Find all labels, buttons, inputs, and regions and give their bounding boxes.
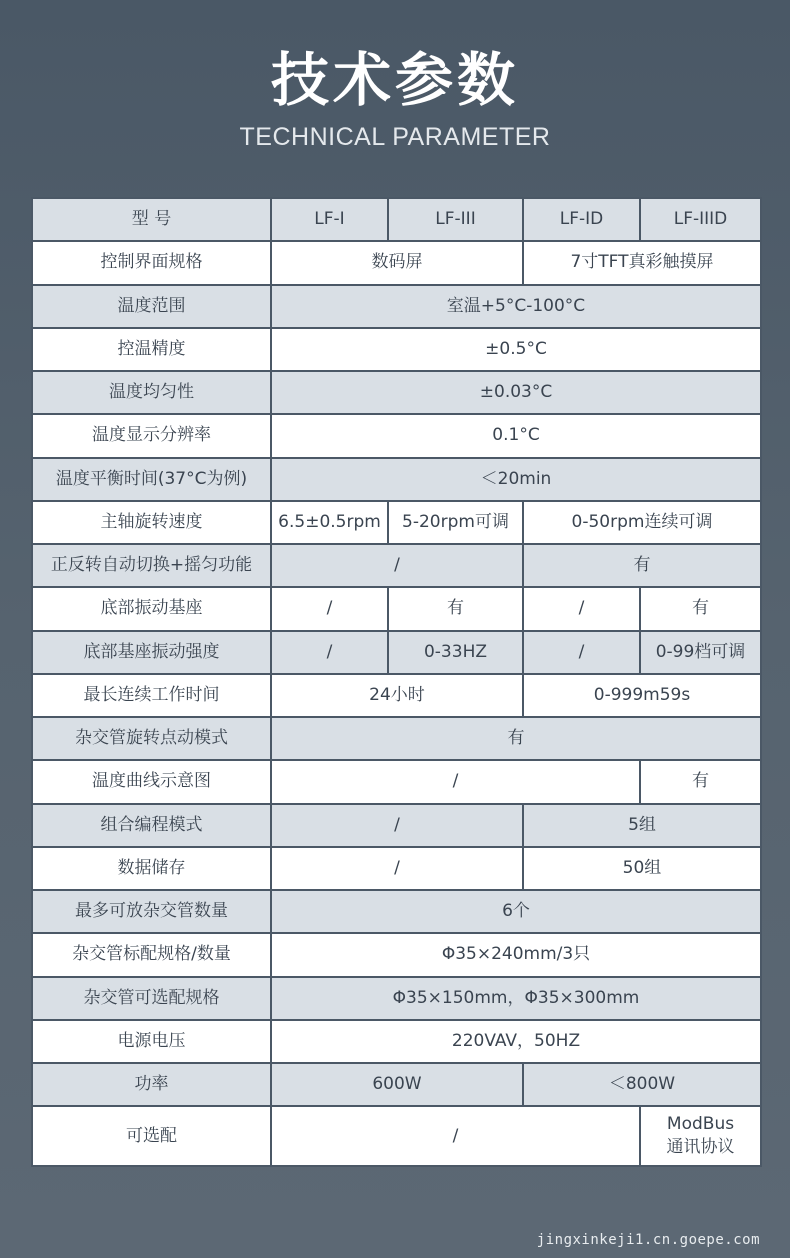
- table-cell: /: [523, 631, 640, 674]
- spec-table: [31, 197, 762, 1167]
- page-subtitle: TECHNICAL PARAMETER: [239, 123, 551, 151]
- table-cell: ±0.03°C: [271, 371, 761, 414]
- table-row: [32, 501, 761, 544]
- cell-line: 通讯协议: [666, 1137, 735, 1158]
- table-cell: LF-IIID: [640, 198, 761, 241]
- table-cell: 有: [271, 717, 761, 760]
- row-label: 组合编程模式: [32, 804, 271, 847]
- row-label: 杂交管旋转点动模式: [32, 717, 271, 760]
- table-cell: /: [271, 847, 523, 890]
- row-label: 主轴旋转速度: [32, 501, 271, 544]
- table-cell: /: [271, 544, 523, 587]
- cell-line: ModBus: [666, 1114, 735, 1135]
- row-label: 可选配: [32, 1106, 271, 1166]
- table-cell: 600W: [271, 1063, 523, 1106]
- table-cell: 0-99档可调: [640, 631, 761, 674]
- table-row: [32, 804, 761, 847]
- table-row: [32, 241, 761, 284]
- table-cell: [640, 1106, 761, 1166]
- spec-table-body: [32, 198, 761, 1166]
- row-label: 底部振动基座: [32, 587, 271, 630]
- table-row: [32, 890, 761, 933]
- table-row: [32, 760, 761, 803]
- row-label: 温度曲线示意图: [32, 760, 271, 803]
- table-cell: ＜800W: [523, 1063, 761, 1106]
- table-row: [32, 674, 761, 717]
- table-row: [32, 544, 761, 587]
- table-cell: /: [271, 1106, 640, 1166]
- watermark: jingxinkeji1.cn.goepe.com: [536, 1232, 760, 1248]
- table-row: [32, 977, 761, 1020]
- row-label: 控制界面规格: [32, 241, 271, 284]
- table-cell: 5组: [523, 804, 761, 847]
- table-cell: 0-50rpm连续可调: [523, 501, 761, 544]
- row-label: 电源电压: [32, 1020, 271, 1063]
- table-cell: /: [271, 760, 640, 803]
- row-label: 温度范围: [32, 285, 271, 328]
- table-cell: 50组: [523, 847, 761, 890]
- row-label: 数据储存: [32, 847, 271, 890]
- table-cell: 24小时: [271, 674, 523, 717]
- page-title: 技术参数: [270, 46, 519, 114]
- row-label: 最多可放杂交管数量: [32, 890, 271, 933]
- table-row: [32, 328, 761, 371]
- table-cell: Φ35×240mm/3只: [271, 933, 761, 976]
- row-label: 杂交管标配规格/数量: [32, 933, 271, 976]
- table-row: [32, 587, 761, 630]
- table-cell: 220VAV，50HZ: [271, 1020, 761, 1063]
- table-row: [32, 285, 761, 328]
- table-cell: /: [271, 804, 523, 847]
- table-cell: 0.1°C: [271, 414, 761, 457]
- table-cell: 5-20rpm可调: [388, 501, 523, 544]
- table-cell: ＜20min: [271, 458, 761, 501]
- table-cell: 6个: [271, 890, 761, 933]
- table-cell: 有: [640, 587, 761, 630]
- table-row: [32, 198, 761, 241]
- row-label: 型 号: [32, 198, 271, 241]
- row-label: 控温精度: [32, 328, 271, 371]
- table-row: [32, 717, 761, 760]
- row-label: 最长连续工作时间: [32, 674, 271, 717]
- table-cell: 有: [640, 760, 761, 803]
- row-label: 底部基座振动强度: [32, 631, 271, 674]
- table-cell: 0-33HZ: [388, 631, 523, 674]
- table-cell: /: [271, 587, 388, 630]
- row-label: 温度显示分辨率: [32, 414, 271, 457]
- table-row: [32, 1020, 761, 1063]
- table-row: [32, 631, 761, 674]
- row-label: 杂交管可选配规格: [32, 977, 271, 1020]
- table-cell: ±0.5°C: [271, 328, 761, 371]
- table-cell: 7寸TFT真彩触摸屏: [523, 241, 761, 284]
- table-cell: 6.5±0.5rpm: [271, 501, 388, 544]
- table-row: [32, 1106, 761, 1166]
- table-cell: 有: [523, 544, 761, 587]
- table-cell: 0-999m59s: [523, 674, 761, 717]
- table-cell: 有: [388, 587, 523, 630]
- row-label: 温度均匀性: [32, 371, 271, 414]
- table-cell: 数码屏: [271, 241, 523, 284]
- table-row: [32, 1063, 761, 1106]
- row-label: 功率: [32, 1063, 271, 1106]
- row-label: 温度平衡时间(37°C为例): [32, 458, 271, 501]
- table-row: [32, 458, 761, 501]
- table-cell: /: [523, 587, 640, 630]
- table-cell: /: [271, 631, 388, 674]
- table-row: [32, 933, 761, 976]
- table-cell: LF-ID: [523, 198, 640, 241]
- row-label: 正反转自动切换+摇匀功能: [32, 544, 271, 587]
- table-cell: LF-III: [388, 198, 523, 241]
- table-cell: 室温+5°C-100°C: [271, 285, 761, 328]
- table-cell: LF-I: [271, 198, 388, 241]
- table-row: [32, 371, 761, 414]
- table-row: [32, 414, 761, 457]
- table-cell: Φ35×150mm，Φ35×300mm: [271, 977, 761, 1020]
- table-row: [32, 847, 761, 890]
